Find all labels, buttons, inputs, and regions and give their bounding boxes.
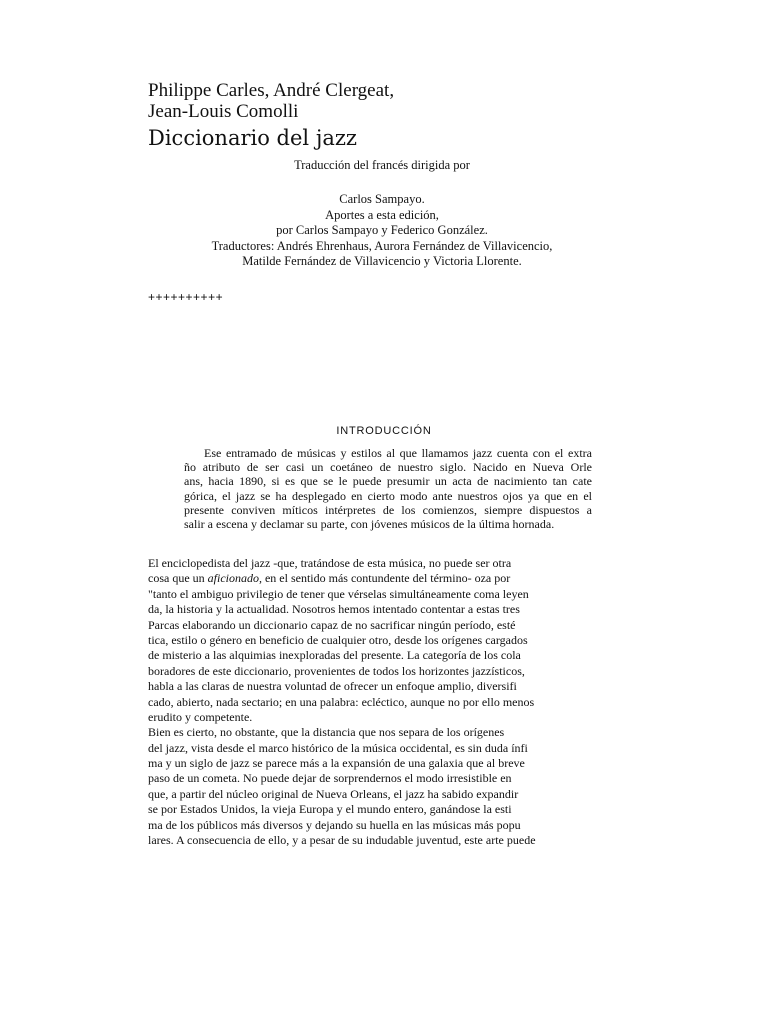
paragraph-line: que, a partir del núcleo original de Nueva Orleans, el jazz ha sabido expandir	[148, 786, 519, 801]
paragraph-line: salir a escena y declamar su parte, con jóvenes músicos de la última hornada.	[184, 516, 555, 531]
paragraph-line: del jazz, vista desde el marco histórico de la música occidental, es sin duda ínfi	[148, 740, 528, 755]
intro-body-text	[148, 556, 548, 848]
paragraph-line: ma y un siglo de jazz se parece más a la expansión de una galaxia que al breve	[148, 756, 525, 771]
paragraph-line: Parcas elaborando un diccionario capaz de no sacrificar ningún período, esté	[148, 617, 516, 632]
paragraph-line: cado, abierto, nada sectario; en una palabra: ecléctico, aunque no por ello menos	[148, 694, 535, 709]
book-title: Diccionario del jazz	[148, 126, 357, 150]
paragraph-line: ans, hacia 1890, si es que se le puede presumir un acta de nacimiento tan cate	[184, 474, 592, 489]
credit-line: Carlos Sampayo.	[339, 192, 425, 206]
paragraph-line: lares. A consecuencia de ello, y a pesar de su indudable juventud, este arte puede	[148, 833, 536, 848]
credit-line: Aportes a esta edición,	[325, 207, 439, 222]
paragraph-line: El enciclopedista del jazz -que, tratándose de esta música, no puede ser otra	[148, 556, 512, 570]
paragraph-line: erudito y competente.	[148, 709, 253, 724]
paragraph-line	[148, 571, 548, 586]
credit-line: por Carlos Sampayo y Federico González.	[276, 223, 488, 237]
author-line: Jean-Louis Comolli	[148, 101, 299, 122]
intro-paragraph-indented	[184, 446, 592, 531]
paragraph-line: de misterio a las alquimias inexploradas del presente. La categoría de los cola	[148, 648, 521, 663]
paragraph-line: boradores de este diccionario, provenientes de todos los horizontes jazzísticos,	[148, 663, 525, 678]
author-line: Philippe Carles, André Clergeat,	[148, 80, 395, 101]
italic-term: aficionado,	[207, 571, 262, 586]
paragraph-line: ño atributo de ser casi un coetáneo de nuestro siglo. Nacido en Nueva Orle	[184, 460, 592, 475]
paragraph-line: se por Estados Unidos, la vieja Europa y el mundo entero, ganándose la esti	[148, 802, 512, 817]
paragraph-line: tica, estilo o género en beneficio de cualquier otro, desde los orígenes cargados	[148, 632, 528, 647]
credit-line: Matilde Fernández de Villavicencio y Victoria Llorente.	[242, 254, 522, 268]
paragraph-line: paso de un cometa. No puede dejar de sorprendernos el modo irresistible en	[148, 771, 512, 786]
credit-line: Traducción del francés dirigida por	[294, 158, 470, 172]
text-segment: en el sentido más contundente del término- oza por	[261, 571, 511, 586]
paragraph-line: "tanto el ambiguo privilegio de tener que vérselas simultáneamente coma leyen	[148, 586, 529, 601]
translation-credit	[148, 158, 616, 174]
paragraph-line: presente conviven míticos intérpretes de los comienzos, siempre dispuestos a	[184, 502, 592, 517]
paragraph-line: Bien es cierto, no obstante, que la distancia que nos separa de los orígenes	[148, 725, 505, 740]
author-names	[148, 80, 394, 122]
paragraph-line: górica, el jazz se ha desplegado en cierto modo ante nuestros ojos ya que en el	[184, 488, 592, 503]
paragraph-line: habla a las claras de nuestra voluntad de ofrecer un enfoque amplio, diversifi	[148, 679, 517, 694]
contributor-credits	[148, 192, 616, 270]
paragraph-line: Ese entramado de músicas y estilos al que llamamos jazz cuenta con el extra	[204, 446, 592, 460]
text-segment: cosa que un	[148, 571, 208, 586]
section-heading: INTRODUCCIÓN	[336, 425, 432, 437]
paragraph-line: ma de los públicos más diversos y dejando su huella en las músicas más popu	[148, 817, 521, 832]
separator-marks: ++++++++++	[148, 290, 224, 304]
paragraph-line: da, la historia y la actualidad. Nosotros hemos intentado contentar a estas tres	[148, 602, 520, 617]
credit-line: Traductores: Andrés Ehrenhaus, Aurora Fernández de Villavicencio,	[211, 238, 553, 253]
